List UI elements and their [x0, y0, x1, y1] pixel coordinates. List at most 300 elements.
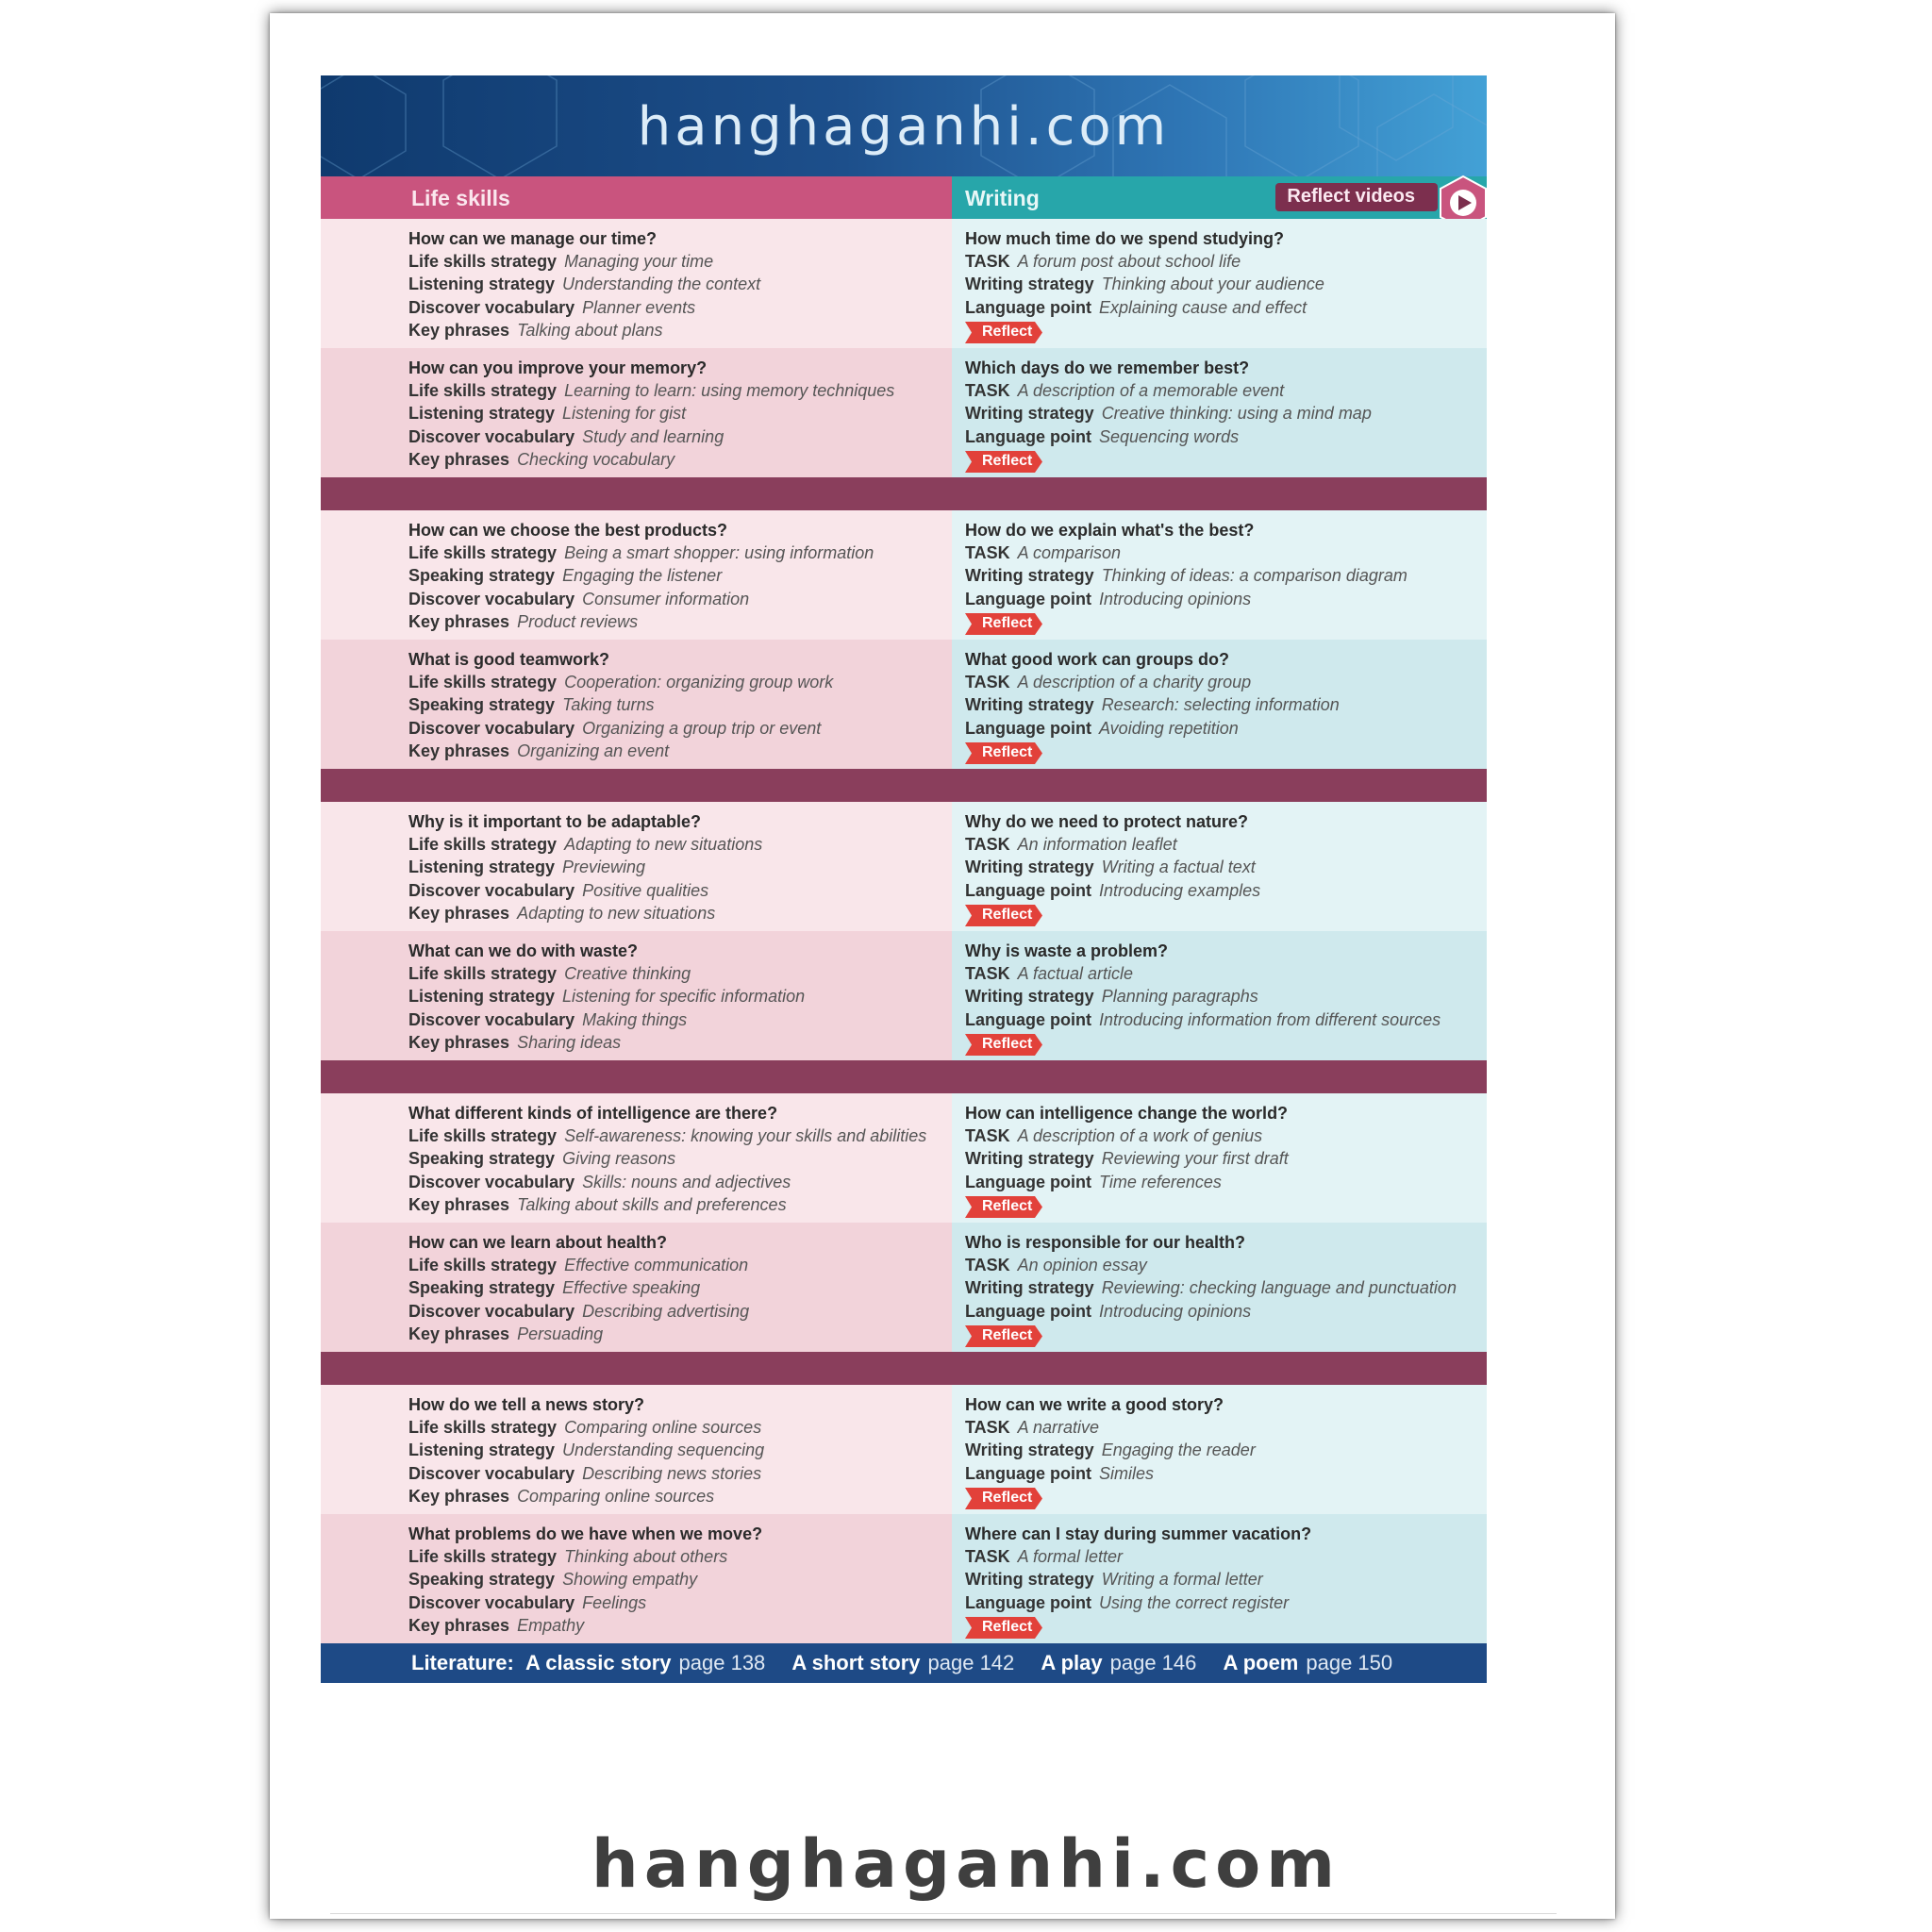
lesson-line	[965, 717, 1487, 740]
lesson-line	[408, 379, 952, 402]
reflect-badge[interactable]	[965, 1196, 1042, 1218]
lesson-line	[965, 541, 1487, 564]
line-label: Language point	[965, 297, 1091, 317]
line-label: TASK	[965, 1256, 1010, 1274]
unit-row	[321, 640, 1487, 769]
lesson-line	[965, 402, 1487, 425]
writing-cell	[952, 640, 1487, 769]
line-value: A description of a work of genius	[1017, 1126, 1263, 1145]
line-value: Understanding sequencing	[562, 1441, 765, 1460]
writing-cell	[952, 219, 1487, 348]
line-label: Life skills strategy	[408, 381, 558, 400]
line-value: Giving reasons	[562, 1149, 676, 1169]
lesson-question[interactable]: How do we tell a news story?	[408, 1395, 645, 1414]
lesson-line	[965, 379, 1487, 402]
line-value: Introducing opinions	[1099, 1301, 1252, 1321]
line-value: Planning paragraphs	[1101, 987, 1258, 1007]
reflect-videos-button[interactable]: Reflect videos	[1275, 183, 1438, 211]
line-label: Discover vocabulary	[408, 589, 575, 608]
lesson-line	[408, 1171, 952, 1193]
reflect-badge[interactable]	[965, 322, 1042, 343]
unit-row	[321, 510, 1487, 640]
life-skills-cell	[321, 1223, 952, 1352]
lesson-line	[965, 273, 1487, 295]
lesson-question[interactable]: How can we learn about health?	[408, 1233, 668, 1252]
line-label: TASK	[965, 964, 1010, 983]
line-label: Discover vocabulary	[408, 426, 575, 446]
line-value: A description of a charity group	[1017, 673, 1252, 691]
life-skills-cell	[321, 510, 952, 640]
line-label: Listening strategy	[408, 404, 556, 424]
lesson-line	[965, 879, 1487, 902]
lesson-line	[408, 402, 952, 425]
line-value: Being a smart shopper: using information	[564, 543, 874, 562]
reflect-badge[interactable]	[965, 1617, 1042, 1639]
line-value: Understanding the context	[562, 275, 761, 294]
line-label: Writing strategy	[965, 695, 1094, 715]
reflect-label: Reflect	[982, 744, 1033, 761]
lesson-line	[408, 1254, 952, 1276]
reflect-label: Reflect	[982, 1619, 1033, 1636]
line-value: Effective speaking	[562, 1278, 701, 1298]
lesson-line	[965, 1300, 1487, 1323]
lesson-line	[408, 1124, 952, 1147]
watermark-bottom: hanghaganhi.com	[591, 1825, 1341, 1903]
line-label: Discover vocabulary	[408, 1301, 575, 1321]
line-label: Language point	[965, 1463, 1091, 1483]
footer-item-page: page 138	[678, 1651, 766, 1674]
lesson-line	[408, 610, 952, 633]
line-value: Thinking of ideas: a comparison diagram	[1101, 566, 1407, 586]
lesson-line	[408, 564, 952, 587]
line-label: TASK	[965, 1547, 1010, 1566]
line-value: Describing advertising	[582, 1301, 750, 1321]
line-value: Avoiding repetition	[1099, 718, 1239, 738]
writing-header	[952, 176, 1487, 219]
lesson-line	[965, 1545, 1487, 1568]
footer-item-page: page 142	[927, 1651, 1015, 1674]
line-label: Writing strategy	[965, 1570, 1094, 1590]
line-label: Key phrases	[408, 1195, 510, 1215]
line-label: Life skills strategy	[408, 964, 558, 983]
column-headers	[321, 176, 1487, 219]
line-value: Thinking about your audience	[1101, 275, 1324, 294]
line-value: Listening for specific information	[562, 987, 806, 1007]
lesson-line	[408, 1439, 952, 1461]
line-label: Listening strategy	[408, 1441, 556, 1460]
line-value: A comparison	[1017, 543, 1122, 562]
writing-cell	[952, 931, 1487, 1060]
line-value: Planner events	[582, 297, 696, 317]
line-label: Language point	[965, 1009, 1091, 1029]
lesson-line	[965, 1124, 1487, 1147]
life-skills-cell	[321, 1385, 952, 1514]
line-label: Key phrases	[408, 450, 510, 470]
line-label: Life skills strategy	[408, 1126, 558, 1145]
line-value: Organizing an event	[517, 741, 670, 761]
line-label: TASK	[965, 381, 1010, 400]
lesson-line	[408, 833, 952, 856]
line-label: Writing strategy	[965, 1278, 1094, 1298]
reflect-label: Reflect	[982, 615, 1033, 632]
lesson-line	[408, 1416, 952, 1439]
footer-item-title[interactable]: A poem	[1223, 1651, 1299, 1674]
writing-header-label: Writing	[965, 186, 1040, 210]
line-label: Language point	[965, 426, 1091, 446]
line-value: Feelings	[582, 1592, 647, 1612]
lesson-line	[408, 425, 952, 448]
line-label: Discover vocabulary	[408, 718, 575, 738]
footer-item-page: page 150	[1306, 1651, 1393, 1674]
banner	[321, 75, 1487, 176]
line-value: Time references	[1099, 1172, 1222, 1191]
lesson-line	[408, 319, 952, 341]
line-label: Discover vocabulary	[408, 1592, 575, 1612]
unit-divider	[321, 769, 1487, 802]
line-value: Positive qualities	[582, 880, 709, 900]
lesson-question[interactable]: What different kinds of intelligence are there?	[408, 1104, 778, 1123]
lesson-question[interactable]: What is good teamwork?	[408, 650, 610, 669]
line-value: Taking turns	[562, 695, 655, 715]
reflect-label: Reflect	[982, 453, 1033, 470]
unit-row	[321, 1514, 1487, 1643]
line-label: Language point	[965, 1592, 1091, 1612]
line-value: Comparing online sources	[517, 1487, 715, 1507]
lesson-line	[408, 1323, 952, 1345]
lesson-question[interactable]: Why is it important to be adaptable?	[408, 812, 702, 831]
writing-cell	[952, 348, 1487, 477]
line-value: A formal letter	[1017, 1547, 1124, 1566]
line-label: Listening strategy	[408, 275, 556, 294]
line-value: Listening for gist	[562, 404, 687, 424]
line-value: Creative thinking: using a mind map	[1101, 404, 1372, 424]
lesson-line	[408, 1614, 952, 1637]
line-label: Writing strategy	[965, 987, 1094, 1007]
line-label: Writing strategy	[965, 566, 1094, 586]
line-value: A forum post about school life	[1017, 252, 1241, 271]
unit-row	[321, 219, 1487, 348]
lesson-line	[965, 250, 1487, 273]
reflect-badge[interactable]	[965, 1488, 1042, 1509]
lesson-line	[408, 962, 952, 985]
line-value: Adapting to new situations	[564, 835, 763, 854]
reflect-badge[interactable]	[965, 1325, 1042, 1347]
line-value: Explaining cause and effect	[1099, 297, 1307, 317]
reflect-badge[interactable]	[965, 905, 1042, 926]
writing-cell	[952, 1093, 1487, 1223]
unit-block	[321, 219, 1487, 477]
unit-block	[321, 802, 1487, 1060]
line-label: TASK	[965, 252, 1010, 271]
lesson-line	[965, 296, 1487, 319]
line-value: Persuading	[517, 1324, 604, 1344]
units-list	[321, 219, 1487, 1643]
lesson-line	[408, 448, 952, 471]
life-skills-cell	[321, 931, 952, 1060]
line-value: Checking vocabulary	[517, 450, 675, 470]
lesson-line	[408, 1462, 952, 1485]
lesson-line	[965, 856, 1487, 878]
reflect-badge[interactable]	[965, 613, 1042, 635]
line-value: Empathy	[517, 1616, 585, 1636]
unit-row	[321, 1093, 1487, 1223]
lesson-line	[965, 425, 1487, 448]
watermark-top: hanghaganhi.com	[637, 96, 1171, 158]
unit-block	[321, 510, 1487, 769]
lesson-line	[965, 1254, 1487, 1276]
lesson-line	[408, 671, 952, 693]
writing-cell	[952, 1385, 1487, 1514]
lesson-line	[408, 856, 952, 878]
line-value: Using the correct register	[1099, 1592, 1290, 1612]
lesson-question[interactable]: Which days do we remember best?	[965, 358, 1250, 377]
footer-prefix: Literature:	[411, 1651, 514, 1674]
line-value: Engaging the reader	[1101, 1441, 1256, 1460]
lesson-line	[965, 1008, 1487, 1031]
footer-item-title[interactable]: A classic story	[525, 1651, 672, 1674]
line-value: Creative thinking	[564, 964, 691, 983]
line-value: A description of a memorable event	[1017, 381, 1285, 400]
life-skills-cell	[321, 348, 952, 477]
lesson-line	[965, 693, 1487, 716]
line-label: Discover vocabulary	[408, 1172, 575, 1191]
unit-row	[321, 931, 1487, 1060]
unit-row	[321, 802, 1487, 931]
unit-divider	[321, 1060, 1487, 1093]
lesson-line	[965, 1147, 1487, 1170]
unit-divider	[321, 1352, 1487, 1385]
line-label: TASK	[965, 673, 1010, 691]
line-label: Speaking strategy	[408, 566, 556, 586]
lesson-line	[408, 717, 952, 740]
lesson-question[interactable]: Where can I stay during summer vacation?	[965, 1524, 1312, 1543]
contents-table	[321, 75, 1487, 1683]
line-value: Organizing a group trip or event	[582, 718, 822, 738]
line-label: Language point	[965, 1172, 1091, 1191]
lesson-line	[408, 1591, 952, 1614]
line-label: Life skills strategy	[408, 252, 558, 271]
lesson-question[interactable]: How much time do we spend studying?	[965, 229, 1285, 248]
line-label: Discover vocabulary	[408, 297, 575, 317]
line-label: Key phrases	[408, 1324, 510, 1344]
line-label: Life skills strategy	[408, 1256, 558, 1274]
line-label: Life skills strategy	[408, 835, 558, 854]
lesson-question[interactable]: What good work can groups do?	[965, 650, 1229, 669]
line-value: Cooperation: organizing group work	[564, 673, 834, 691]
lesson-line	[408, 1031, 952, 1054]
line-label: Key phrases	[408, 741, 510, 761]
life-skills-cell	[321, 802, 952, 931]
line-value: Talking about plans	[517, 321, 663, 341]
lesson-line	[408, 273, 952, 295]
line-value: Introducing information from different sources	[1099, 1009, 1441, 1029]
lesson-question[interactable]: How can you improve your memory?	[408, 358, 708, 377]
line-label: TASK	[965, 543, 1010, 562]
line-label: Language point	[965, 589, 1091, 608]
line-value: A narrative	[1017, 1418, 1100, 1437]
writing-cell	[952, 510, 1487, 640]
lesson-question[interactable]: How do we explain what's the best?	[965, 521, 1255, 540]
line-value: Sharing ideas	[517, 1033, 622, 1053]
footer-item-title[interactable]: A short story	[791, 1651, 921, 1674]
line-value: Product reviews	[517, 612, 639, 632]
line-value: Previewing	[562, 858, 646, 877]
line-label: Listening strategy	[408, 858, 556, 877]
lesson-line	[965, 671, 1487, 693]
lesson-line	[965, 985, 1487, 1008]
line-value: An information leaflet	[1017, 835, 1177, 854]
lesson-line	[408, 985, 952, 1008]
line-value: Research: selecting information	[1101, 695, 1340, 715]
divider-line	[330, 1913, 1557, 1914]
lesson-line	[408, 1568, 952, 1591]
lesson-line	[965, 1568, 1487, 1591]
lesson-question[interactable]: What can we do with waste?	[408, 941, 639, 960]
line-label: Key phrases	[408, 1487, 510, 1507]
lesson-line	[965, 1276, 1487, 1299]
life-skills-header: Life skills	[321, 176, 952, 219]
lesson-line	[965, 1591, 1487, 1614]
line-label: Speaking strategy	[408, 1149, 556, 1169]
unit-row	[321, 1385, 1487, 1514]
unit-row	[321, 1223, 1487, 1352]
lesson-line	[408, 693, 952, 716]
line-value: Introducing examples	[1099, 880, 1261, 900]
lesson-line	[408, 879, 952, 902]
lesson-question[interactable]: Why do we need to protect nature?	[965, 812, 1249, 831]
life-skills-cell	[321, 1514, 952, 1643]
line-value: Consumer information	[582, 589, 750, 608]
lesson-line	[965, 1416, 1487, 1439]
line-label: Writing strategy	[965, 858, 1094, 877]
line-value: Talking about skills and preferences	[517, 1195, 787, 1215]
lesson-line	[965, 1439, 1487, 1461]
lesson-question[interactable]: How can intelligence change the world?	[965, 1104, 1289, 1123]
unit-divider	[321, 477, 1487, 510]
line-label: Speaking strategy	[408, 1278, 556, 1298]
lesson-line	[408, 541, 952, 564]
line-label: Discover vocabulary	[408, 880, 575, 900]
lesson-line	[965, 564, 1487, 587]
lesson-line	[408, 902, 952, 924]
line-label: TASK	[965, 1126, 1010, 1145]
line-label: Discover vocabulary	[408, 1463, 575, 1483]
writing-cell	[952, 1514, 1487, 1643]
line-label: Language point	[965, 1301, 1091, 1321]
line-label: Key phrases	[408, 612, 510, 632]
life-skills-cell	[321, 640, 952, 769]
line-label: Life skills strategy	[408, 673, 558, 691]
lesson-question[interactable]: Why is waste a problem?	[965, 941, 1169, 960]
lesson-line	[408, 296, 952, 319]
lesson-line	[965, 588, 1487, 610]
lesson-question[interactable]: How can we choose the best products?	[408, 521, 728, 540]
line-label: TASK	[965, 835, 1010, 854]
lesson-line	[408, 1008, 952, 1031]
lesson-line	[408, 740, 952, 762]
lesson-line	[965, 1462, 1487, 1485]
lesson-line	[408, 250, 952, 273]
lesson-line	[965, 833, 1487, 856]
reflect-label: Reflect	[982, 907, 1033, 924]
reflect-label: Reflect	[982, 1036, 1033, 1053]
line-value: Effective communication	[564, 1256, 749, 1274]
writing-cell	[952, 1223, 1487, 1352]
literature-footer	[321, 1643, 1487, 1683]
lesson-question[interactable]: What problems do we have when we move?	[408, 1524, 763, 1543]
line-label: Writing strategy	[965, 275, 1094, 294]
line-value: An opinion essay	[1017, 1256, 1147, 1274]
reflect-badge[interactable]	[965, 742, 1042, 764]
lesson-line	[408, 1147, 952, 1170]
line-label: Speaking strategy	[408, 695, 556, 715]
lesson-question[interactable]: Who is responsible for our health?	[965, 1233, 1246, 1252]
life-skills-cell	[321, 1093, 952, 1223]
line-label: Writing strategy	[965, 1149, 1094, 1169]
reflect-badge[interactable]	[965, 451, 1042, 473]
lesson-question[interactable]: How can we write a good story?	[965, 1395, 1224, 1414]
lesson-question[interactable]: How can we manage our time?	[408, 229, 658, 248]
lesson-line	[408, 1485, 952, 1507]
line-value: Skills: nouns and adjectives	[582, 1172, 791, 1191]
line-value: Showing empathy	[562, 1570, 698, 1590]
line-label: Key phrases	[408, 1033, 510, 1053]
line-value: Study and learning	[582, 426, 724, 446]
line-value: Similes	[1099, 1463, 1155, 1483]
line-value: Writing a factual text	[1101, 858, 1256, 877]
line-label: Speaking strategy	[408, 1570, 556, 1590]
reflect-label: Reflect	[982, 1327, 1033, 1344]
line-value: Comparing online sources	[564, 1418, 762, 1437]
lesson-line	[408, 1193, 952, 1216]
line-value: Making things	[582, 1009, 688, 1029]
line-label: Key phrases	[408, 321, 510, 341]
reflect-label: Reflect	[982, 324, 1033, 341]
line-label: Discover vocabulary	[408, 1009, 575, 1029]
line-value: Sequencing words	[1099, 426, 1240, 446]
line-label: Key phrases	[408, 904, 510, 924]
lesson-line	[408, 1545, 952, 1568]
line-label: Language point	[965, 880, 1091, 900]
line-value: Reviewing your first draft	[1101, 1149, 1289, 1169]
footer-item-title[interactable]: A play	[1041, 1651, 1103, 1674]
lesson-line	[965, 962, 1487, 985]
line-label: Life skills strategy	[408, 1418, 558, 1437]
reflect-label: Reflect	[982, 1490, 1033, 1507]
line-value: Introducing opinions	[1099, 589, 1252, 608]
line-label: Life skills strategy	[408, 543, 558, 562]
line-label: Life skills strategy	[408, 1547, 558, 1566]
line-value: Writing a formal letter	[1101, 1570, 1263, 1590]
footer-item-page: page 146	[1109, 1651, 1197, 1674]
reflect-badge[interactable]	[965, 1034, 1042, 1056]
lesson-line	[965, 1171, 1487, 1193]
line-label: Language point	[965, 718, 1091, 738]
unit-row	[321, 348, 1487, 477]
line-label: TASK	[965, 1418, 1010, 1437]
line-label: Listening strategy	[408, 987, 556, 1007]
line-label: Writing strategy	[965, 404, 1094, 424]
line-value: Adapting to new situations	[517, 904, 716, 924]
line-value: Self-awareness: knowing your skills and abilities	[564, 1126, 927, 1145]
line-value: A factual article	[1017, 964, 1134, 983]
writing-cell	[952, 802, 1487, 931]
line-label: Key phrases	[408, 1616, 510, 1636]
line-label: Writing strategy	[965, 1441, 1094, 1460]
lesson-line	[408, 588, 952, 610]
unit-block	[321, 1093, 1487, 1352]
line-value: Learning to learn: using memory techniques	[564, 381, 895, 400]
